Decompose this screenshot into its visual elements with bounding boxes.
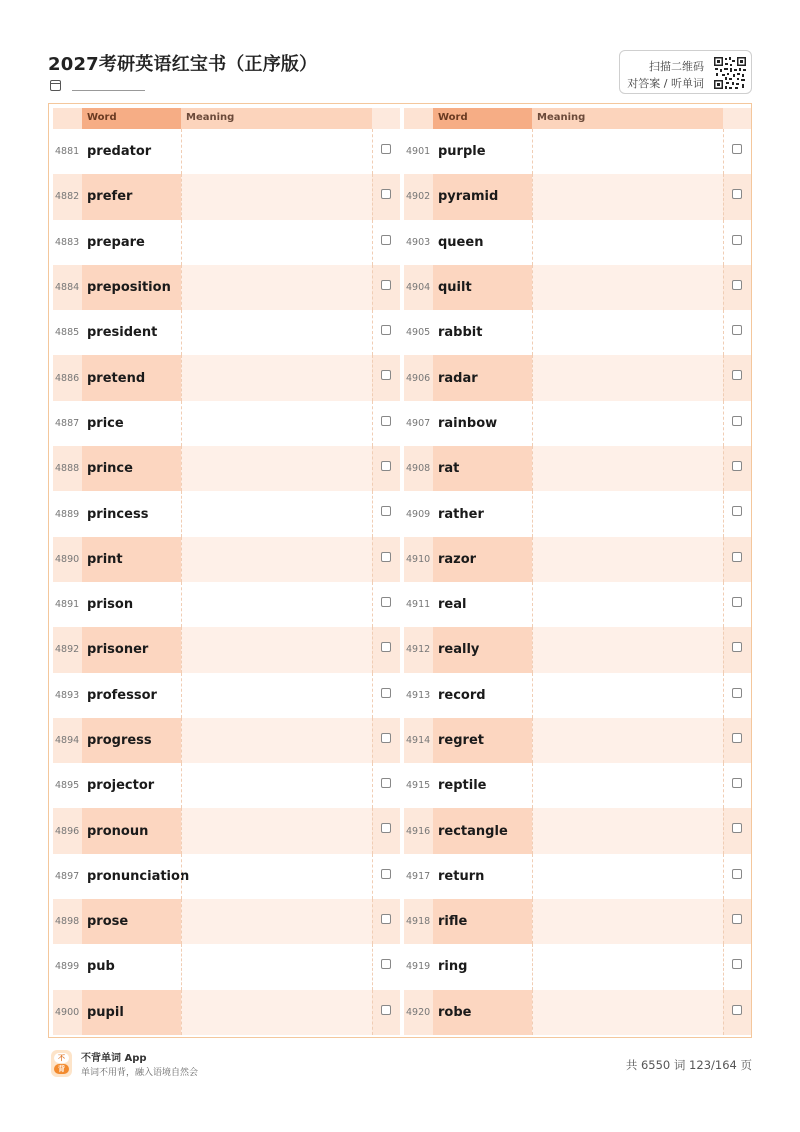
word-text: predator [87,144,152,160]
meaning-blank-cell[interactable] [532,582,723,627]
checkbox[interactable] [732,823,742,833]
number-column-header [404,108,433,129]
word-number: 4899 [55,961,80,973]
date-row [50,80,145,91]
check-cell [372,899,400,944]
check-cell [723,401,751,446]
checkbox[interactable] [381,869,391,879]
word-text: professor [87,687,157,703]
check-cell [723,808,751,853]
checkbox[interactable] [381,370,391,380]
word-number: 4913 [406,689,431,701]
checkbox[interactable] [732,597,742,607]
meaning-blank-cell[interactable] [532,718,723,763]
meaning-blank-cell[interactable] [532,763,723,808]
word-text: real [438,597,467,613]
word-number: 4889 [55,508,80,520]
word-number: 4902 [404,174,433,219]
meaning-blank-cell[interactable] [181,899,372,944]
checkbox[interactable] [381,144,391,154]
meaning-blank-cell[interactable] [181,491,372,536]
checkbox[interactable] [732,1005,742,1015]
check-cell [372,763,400,808]
word-number: 4898 [53,899,82,944]
word-text: radar [433,355,532,400]
checkbox[interactable] [381,416,391,426]
meaning-blank-cell[interactable] [532,355,723,400]
checkbox[interactable] [732,959,742,969]
table-row [53,627,400,672]
meaning-blank-cell[interactable] [532,537,723,582]
table-row [53,129,400,174]
meaning-blank-cell[interactable] [532,265,723,310]
meaning-blank-cell[interactable] [181,537,372,582]
table-row [404,401,751,446]
table-row [53,310,400,355]
check-cell [372,355,400,400]
meaning-column-header: Meaning [532,108,723,129]
check-cell [723,491,751,536]
word-number: 4886 [53,355,82,400]
word-text: reptile [438,778,487,794]
word-number: 4908 [404,446,433,491]
word-number: 4907 [406,417,431,429]
meaning-blank-cell[interactable] [181,174,372,219]
check-cell [723,718,751,763]
qr-code-box[interactable] [619,50,752,94]
table-row [404,446,751,491]
table-row [404,310,751,355]
word-number: 4911 [406,599,431,611]
check-cell [372,129,400,174]
check-cell [372,582,400,627]
meaning-blank-cell[interactable] [532,220,723,265]
app-logo [51,1050,72,1077]
word-text: rather [438,506,484,522]
checkbox[interactable] [381,778,391,788]
logo-char-bottom: 背 [54,1064,69,1074]
qr-caption-scan: 扫描二维码 [649,60,704,73]
table-row [404,854,751,899]
checkbox[interactable] [381,280,391,290]
check-column-header [723,108,751,129]
checkbox[interactable] [732,688,742,698]
check-cell [723,220,751,265]
checkbox[interactable] [381,325,391,335]
check-cell [723,310,751,355]
table-row [53,446,400,491]
meaning-blank-cell[interactable] [181,582,372,627]
app-slogan: 单词不用背，融入语境自然会 [81,1068,199,1078]
table-row [53,763,400,808]
check-cell [723,265,751,310]
checkbox[interactable] [381,688,391,698]
checkbox[interactable] [381,461,391,471]
word-text: record [438,687,486,703]
word-rows [404,129,751,1035]
check-cell [372,220,400,265]
check-cell [372,718,400,763]
meaning-blank-cell[interactable] [181,401,372,446]
word-text: prison [87,597,134,613]
meaning-blank-cell[interactable] [181,718,372,763]
meaning-column-header: Meaning [181,108,372,129]
checkbox[interactable] [381,733,391,743]
meaning-blank-cell[interactable] [181,854,372,899]
word-text: rectangle [433,808,532,853]
checkbox[interactable] [732,370,742,380]
table-row [404,265,751,310]
check-cell [723,582,751,627]
check-cell [372,537,400,582]
word-text: quilt [433,265,532,310]
check-cell [723,129,751,174]
word-text: return [438,868,485,884]
checkbox[interactable] [381,642,391,652]
word-panel-left [53,108,400,1035]
meaning-blank-cell[interactable] [181,129,372,174]
word-number: 4909 [406,508,431,520]
meaning-blank-cell[interactable] [532,401,723,446]
meaning-blank-cell[interactable] [532,673,723,718]
word-number: 4912 [404,627,433,672]
checkbox[interactable] [732,235,742,245]
table-row [53,355,400,400]
page-title: 2027考研英语红宝书（正序版） [48,54,318,75]
checkbox[interactable] [381,914,391,924]
table-row [404,990,751,1035]
checkbox[interactable] [732,778,742,788]
table-row [404,220,751,265]
meaning-blank-cell[interactable] [532,944,723,989]
word-number: 4891 [55,599,80,611]
word-number: 4884 [53,265,82,310]
check-cell [372,627,400,672]
table-row [404,491,751,536]
word-text: regret [433,718,532,763]
checkbox[interactable] [381,597,391,607]
checkbox[interactable] [732,552,742,562]
checkbox[interactable] [732,506,742,516]
app-name: 不背单词 App [81,1053,147,1064]
table-row [404,944,751,989]
word-rows [53,129,400,1035]
word-text: progress [82,718,181,763]
meaning-blank-cell[interactable] [181,446,372,491]
checkbox[interactable] [381,1005,391,1015]
word-text: prince [82,446,181,491]
word-text: queen [438,234,484,250]
word-column-header: Word [433,108,532,129]
meaning-blank-cell[interactable] [181,220,372,265]
check-cell [372,990,400,1035]
logo-char-top: 不 [54,1053,69,1063]
meaning-blank-cell[interactable] [532,990,723,1035]
table-row [53,673,400,718]
table-row [404,808,751,853]
calendar-icon [50,80,61,91]
checkbox[interactable] [732,642,742,652]
check-cell [723,944,751,989]
word-text: robe [433,990,532,1035]
checkbox[interactable] [732,325,742,335]
table-row [404,899,751,944]
word-number: 4906 [404,355,433,400]
page-count: 共 6550 词 123/164 页 [625,1058,752,1072]
checkbox[interactable] [732,914,742,924]
word-number: 4892 [53,627,82,672]
meaning-blank-cell[interactable] [181,627,372,672]
meaning-blank-cell[interactable] [181,990,372,1035]
word-number: 4885 [55,327,80,339]
check-column-header [372,108,400,129]
word-column-header: Word [82,108,181,129]
word-text: razor [433,537,532,582]
check-cell [723,899,751,944]
table-row [53,401,400,446]
meaning-blank-cell[interactable] [181,265,372,310]
word-text: really [433,627,532,672]
word-text: rifle [433,899,532,944]
checkbox[interactable] [381,506,391,516]
check-cell [372,808,400,853]
checkbox[interactable] [381,959,391,969]
checkbox[interactable] [732,189,742,199]
meaning-blank-cell[interactable] [181,310,372,355]
table-row [53,582,400,627]
check-cell [723,854,751,899]
table-header [53,108,400,129]
table-row [404,174,751,219]
word-text: ring [438,959,468,975]
table-row [404,627,751,672]
check-cell [723,627,751,672]
word-text: pyramid [433,174,532,219]
date-blank-line [72,81,145,91]
check-cell [372,265,400,310]
word-number: 4887 [55,417,80,429]
table-row [404,763,751,808]
word-table [48,103,752,1038]
word-text: prefer [82,174,181,219]
checkbox[interactable] [381,823,391,833]
check-cell [723,537,751,582]
word-number: 4882 [53,174,82,219]
word-number: 4905 [406,327,431,339]
word-number: 4914 [404,718,433,763]
word-number: 4883 [55,236,80,248]
checkbox[interactable] [381,235,391,245]
check-cell [372,491,400,536]
checkbox[interactable] [732,869,742,879]
meaning-blank-cell[interactable] [532,899,723,944]
word-text: prose [82,899,181,944]
check-cell [372,401,400,446]
word-text: pronunciation [87,868,190,884]
table-row [404,537,751,582]
word-number: 4910 [404,537,433,582]
meaning-blank-cell[interactable] [181,763,372,808]
meaning-blank-cell[interactable] [181,355,372,400]
word-text: pronoun [82,808,181,853]
word-text: rainbow [438,415,498,431]
table-row [53,265,400,310]
table-row [53,537,400,582]
meaning-blank-cell[interactable] [532,129,723,174]
word-number: 4888 [53,446,82,491]
table-row [404,673,751,718]
table-row [53,990,400,1035]
word-number: 4901 [406,146,431,158]
table-row [404,582,751,627]
table-row [53,718,400,763]
check-cell [372,673,400,718]
check-cell [723,446,751,491]
checkbox[interactable] [732,416,742,426]
word-number: 4903 [406,236,431,248]
word-number: 4919 [406,961,431,973]
meaning-blank-cell[interactable] [532,808,723,853]
word-number: 4915 [406,780,431,792]
table-row [53,174,400,219]
meaning-blank-cell[interactable] [532,491,723,536]
meaning-blank-cell[interactable] [532,854,723,899]
word-number: 4896 [53,808,82,853]
check-cell [372,310,400,355]
word-text: pretend [82,355,181,400]
word-text: pub [87,959,115,975]
table-row [404,355,751,400]
checkbox[interactable] [381,552,391,562]
word-number: 4894 [53,718,82,763]
meaning-blank-cell[interactable] [181,808,372,853]
table-row [53,808,400,853]
table-header [404,108,751,129]
meaning-blank-cell[interactable] [532,627,723,672]
word-number: 4897 [55,870,80,882]
table-row [404,718,751,763]
meaning-blank-cell[interactable] [181,673,372,718]
check-cell [372,174,400,219]
word-text: preposition [82,265,181,310]
checkbox[interactable] [381,189,391,199]
meaning-blank-cell[interactable] [181,944,372,989]
word-number: 4920 [404,990,433,1035]
meaning-blank-cell[interactable] [532,446,723,491]
word-text: princess [87,506,149,522]
word-text: prisoner [82,627,181,672]
word-text: president [87,325,158,341]
check-cell [372,446,400,491]
word-number: 4890 [53,537,82,582]
meaning-blank-cell[interactable] [532,310,723,355]
word-text: price [87,415,124,431]
word-panel-right [404,108,751,1035]
word-number: 4895 [55,780,80,792]
checkbox[interactable] [732,733,742,743]
word-number: 4893 [55,689,80,701]
checkbox[interactable] [732,280,742,290]
word-number: 4881 [55,146,80,158]
word-number: 4900 [53,990,82,1035]
word-text: rat [433,446,532,491]
checkbox[interactable] [732,461,742,471]
table-row [53,854,400,899]
word-text: rabbit [438,325,483,341]
meaning-blank-cell[interactable] [532,174,723,219]
check-cell [723,174,751,219]
word-text: pupil [82,990,181,1035]
word-number: 4916 [404,808,433,853]
check-cell [723,673,751,718]
check-cell [372,944,400,989]
table-row [53,491,400,536]
word-number: 4918 [404,899,433,944]
table-row [53,220,400,265]
word-text: print [82,537,181,582]
word-number: 4904 [404,265,433,310]
qr-caption-answers: 对答案 / 听单词 [627,77,704,90]
check-cell [723,990,751,1035]
table-row [404,129,751,174]
word-text: projector [87,778,155,794]
number-column-header [53,108,82,129]
table-row [53,944,400,989]
qr-code-icon[interactable] [713,56,747,90]
check-cell [723,763,751,808]
word-number: 4917 [406,870,431,882]
table-row [53,899,400,944]
word-text: purple [438,144,486,160]
checkbox[interactable] [732,144,742,154]
check-cell [723,355,751,400]
word-text: prepare [87,234,145,250]
check-cell [372,854,400,899]
